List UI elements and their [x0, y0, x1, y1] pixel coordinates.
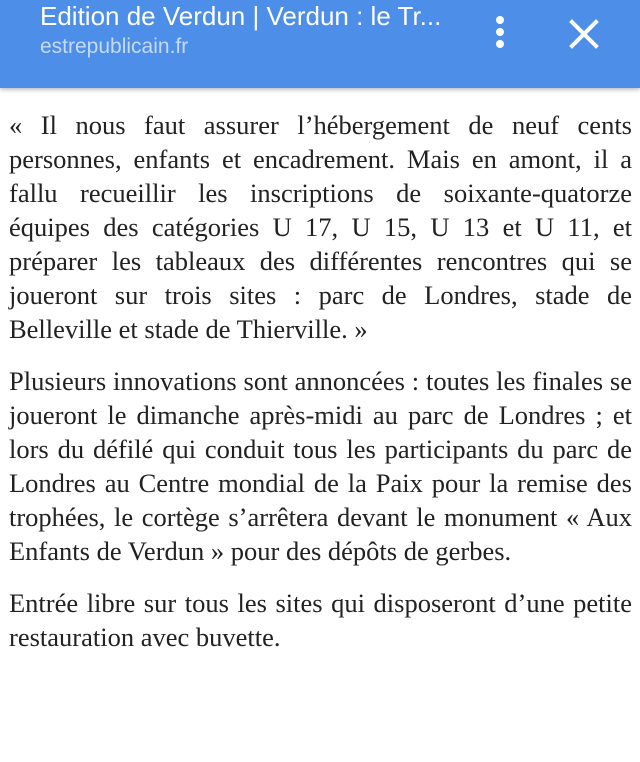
article-body: [9, 108, 632, 672]
article-paragraph: Plusieurs innovations sont annoncées : toutes les finales se joueront le dimanche après-midi au parc de Londres ; et lors du défilé qui conduit tous les participants du parc de Londres au Centre mondial de la Paix pour la remise des trophées, le cortège s’arrêtera devant le monument « Aux Enfants de Verdun » pour des dépôts de gerbes.: [9, 366, 632, 566]
page-title: Edition de Verdun | Verdun : le Tr...: [40, 1, 442, 31]
close-icon[interactable]: [562, 12, 606, 56]
custom-tab-toolbar: [0, 0, 640, 88]
more-vert-icon[interactable]: [480, 12, 520, 52]
article-paragraph: « Il nous faut assurer l’hébergement de neuf cents personnes, enfants et encadrement. Mais en amont, il a fallu recueillir les inscriptions de soixante-quatorze équipes des catégories U 17, U 15, U 13 et U 11, et préparer les tableaux des différentes rencontres qui se joueront sur trois sites : parc de Londres, stade de Belleville et stade de Thierville. »: [9, 110, 632, 344]
page-domain: estrepublicain.fr: [40, 35, 189, 58]
article-paragraph: Entrée libre sur tous les sites qui disposeront d’une petite restauration avec buvette.: [9, 588, 632, 652]
